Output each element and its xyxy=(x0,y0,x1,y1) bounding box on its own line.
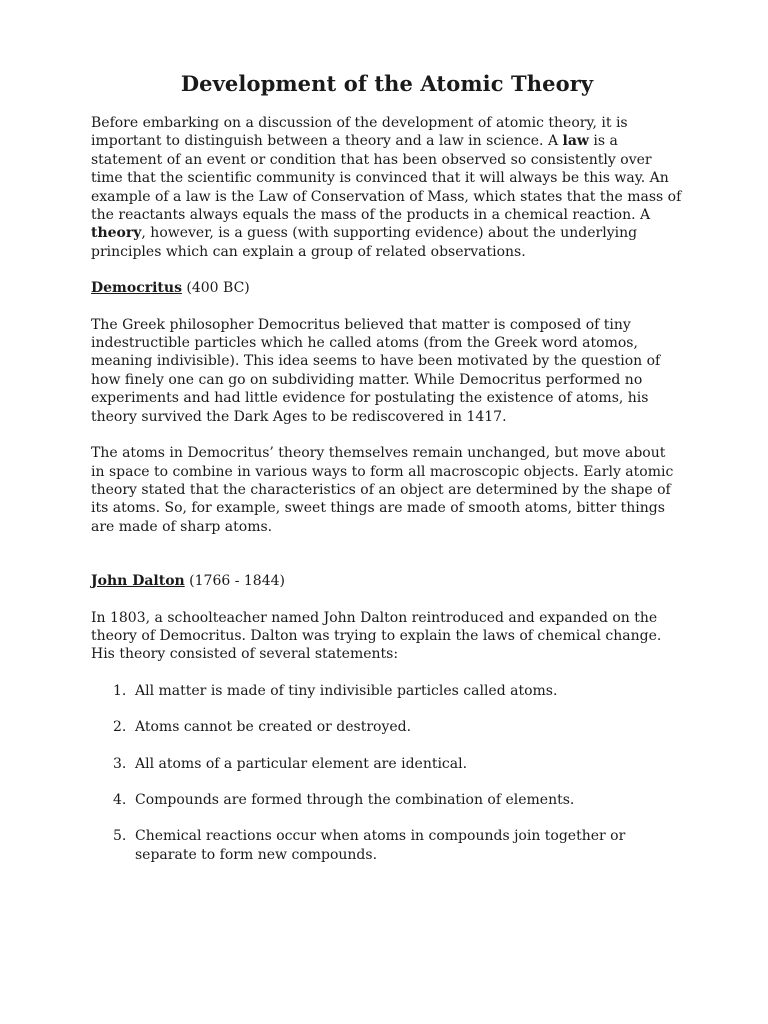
list-item-number: 5. xyxy=(113,828,127,845)
list-item-number: 4. xyxy=(113,791,127,808)
section-spacer xyxy=(91,554,683,572)
list-item xyxy=(91,791,683,809)
list-item-number: 1. xyxy=(113,682,127,699)
intro-text-3: , however, is a guess (with supporting evidence) about the underlying principles which can explain a group of related observations. xyxy=(91,225,638,260)
list-item-text: Atoms cannot be created or destroyed. xyxy=(135,719,412,736)
list-item xyxy=(91,755,683,773)
democritus-paragraph-2: The atoms in Democritus’ theory themselves remain unchanged, but move about in space to combine in various ways to form all macroscopic objects. Early atomic theory stated that the characteristics of an object are determined by the shape of its atoms. So, for example, sweet things are made of smooth atoms, bitter things are made of sharp atoms. xyxy=(91,445,674,535)
law-term: law xyxy=(562,133,589,150)
democritus-dates: (400 BC) xyxy=(181,280,250,297)
list-item-number: 2. xyxy=(113,719,127,736)
list-item-text: Compounds are formed through the combination of elements. xyxy=(135,791,575,808)
democritus-name: Democritus xyxy=(91,280,182,297)
intro-text-1: Before embarking on a discussion of the development of atomic theory, it is important to distinguish between a theory and a law in science. A xyxy=(91,115,628,150)
intro-text-2: is a statement of an event or condition that has been observed so consistently over time that the scientific community is convinced that it will always be this way. An example of a law is the Law of Conservation of Mass, which states that the mass of the reactants always equals the mass of the products in a chemical reaction. A xyxy=(91,133,682,224)
intro-paragraph xyxy=(91,114,683,261)
list-item-text: All matter is made of tiny indivisible particles called atoms. xyxy=(135,682,558,699)
list-item xyxy=(91,682,683,700)
dalton-name: John Dalton xyxy=(91,573,185,590)
democritus-heading xyxy=(91,279,683,297)
page-title: Development of the Atomic Theory xyxy=(180,71,594,96)
dalton-statements-list xyxy=(91,682,683,864)
dalton-paragraph-1: In 1803, a schoolteacher named John Dalton reintroduced and expanded on the theory of Democritus. Dalton was trying to explain the laws of chemical change. His theory consisted of several statements: xyxy=(91,609,662,663)
dalton-dates: (1766 - 1844) xyxy=(184,573,285,590)
list-item xyxy=(91,827,683,864)
list-item xyxy=(91,718,683,736)
theory-term: theory xyxy=(91,225,142,242)
list-item-text: All atoms of a particular element are identical. xyxy=(135,755,468,772)
democritus-paragraph-1: The Greek philosopher Democritus believed that matter is composed of tiny indestructible particles which he called atoms (from the Greek word atomos, meaning indivisible). This idea seems to have been motivated by the question of how finely one can go on subdividing matter. While Democritus performed no experiments and had little evidence for postulating the existence of atoms, his theory survived the Dark Ages to be rediscovered in 1417. xyxy=(91,316,661,425)
document-page xyxy=(91,70,683,882)
list-item-text: Chemical reactions occur when atoms in compounds join together or separate to form new compounds. xyxy=(135,828,626,863)
list-item-number: 3. xyxy=(113,755,127,772)
dalton-heading xyxy=(91,572,683,590)
